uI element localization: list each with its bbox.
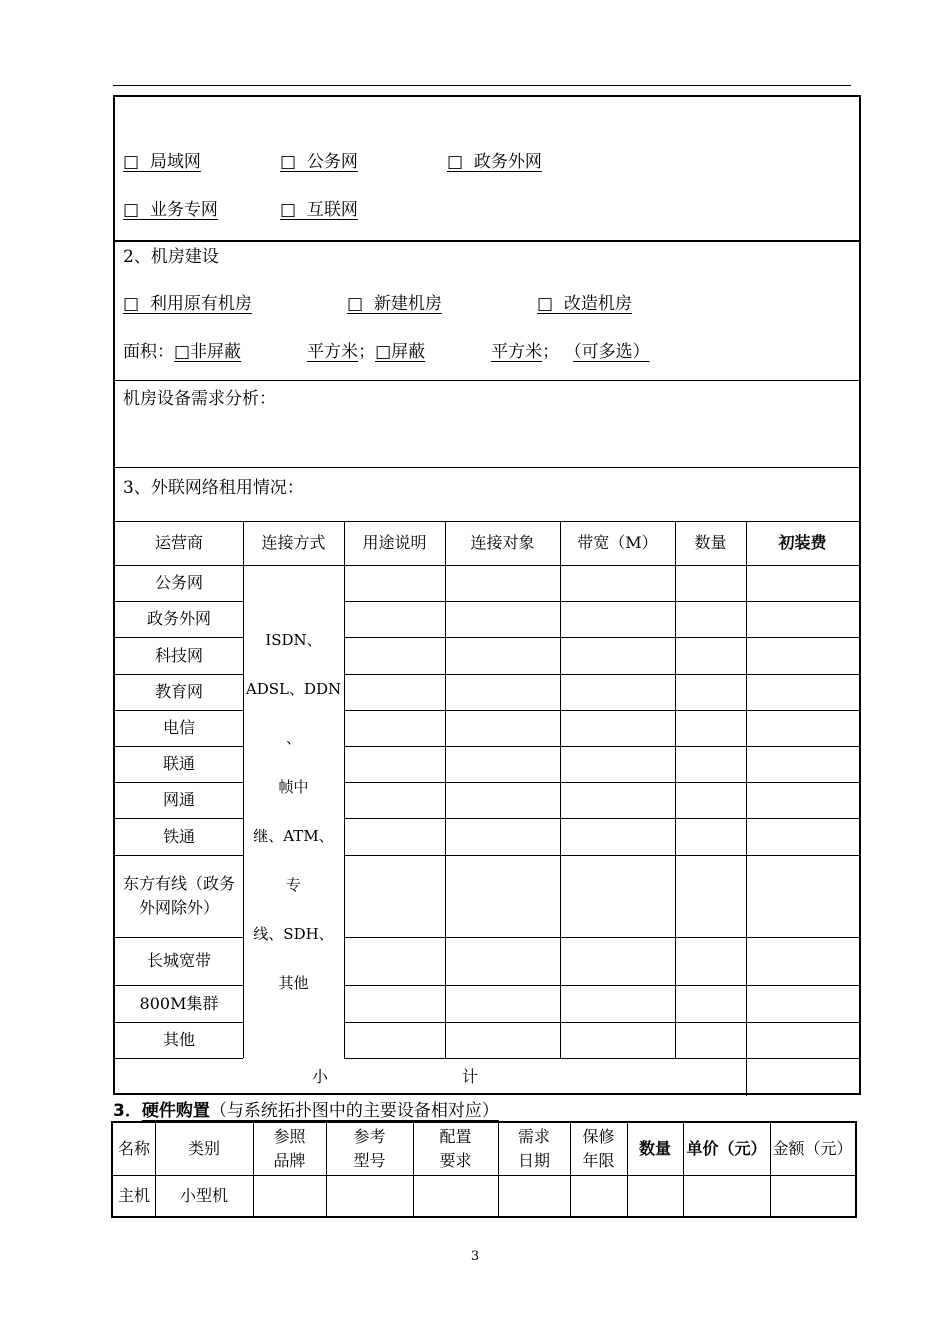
form-table — [113, 95, 861, 1095]
lease-header-cell: 带宽（M） — [577, 533, 658, 552]
grid-line — [770, 1123, 771, 1216]
operator-cell: 网通 — [162, 790, 195, 809]
grid-line — [570, 1123, 571, 1216]
grid-line — [445, 521, 446, 1058]
operator-cell: 联通 — [162, 754, 195, 773]
grid-line — [344, 818, 859, 819]
area-nonshield-field[interactable]: □非屏蔽 平方米 — [174, 342, 359, 362]
lease-header-cell: 连接对象 — [470, 533, 535, 552]
checkbox-new-room[interactable]: □ 新建机房 — [347, 294, 442, 314]
checkbox-lan[interactable]: □ 局域网 — [123, 152, 201, 172]
grid-line — [113, 1175, 855, 1176]
hardware-header-cell: 名称 — [117, 1139, 150, 1158]
lease-header-cell: 运营商 — [154, 533, 203, 552]
hardware-table — [111, 1121, 857, 1218]
operator-cell: 电信 — [162, 718, 195, 737]
hardware-header-cell: 单价（元） — [686, 1139, 767, 1158]
grid-line — [675, 521, 676, 1058]
operator-cell: 政务外网 — [146, 609, 211, 628]
hardware-header-cell: 保修 年限 — [582, 1127, 615, 1170]
section-divider — [115, 240, 859, 242]
grid-line — [344, 521, 345, 1058]
hardware-header-cell: 类别 — [187, 1139, 220, 1158]
operator-cell: 长城宽带 — [146, 951, 211, 970]
subtotal-label: 小 — [311, 1067, 328, 1086]
operator-cell: 公务网 — [154, 573, 203, 592]
operator-cell: 铁通 — [162, 826, 195, 846]
grid-line — [344, 637, 859, 638]
hardware-cell: 小型机 — [179, 1185, 228, 1205]
grid-line — [560, 521, 561, 1058]
grid-line — [683, 1123, 684, 1216]
grid-line — [243, 521, 244, 1058]
checkbox-internet[interactable]: □ 互联网 — [280, 200, 358, 220]
section-divider — [115, 467, 859, 468]
area-shield-field[interactable]: □屏蔽 平方米 — [375, 342, 543, 362]
operator-cell: 其他 — [162, 1030, 195, 1049]
room-section-title: 2、机房建设 — [123, 247, 219, 267]
hardware-header-cell: 数量 — [638, 1139, 671, 1158]
grid-line — [746, 521, 747, 1096]
grid-line — [344, 601, 859, 602]
grid-line — [413, 1123, 414, 1216]
area-label: 面积： — [123, 342, 174, 362]
grid-line — [344, 937, 859, 938]
hardware-header-cell: 参照 品牌 — [273, 1127, 306, 1170]
operator-cell: 东方有线（政务外网除外） — [122, 874, 235, 917]
grid-line — [498, 1123, 499, 1216]
operator-cell: 800M集群 — [139, 993, 219, 1013]
checkbox-gov-external-net[interactable]: □ 政务外网 — [447, 152, 542, 172]
grid-line — [344, 985, 859, 986]
section-divider — [115, 380, 859, 381]
grid-line — [115, 1058, 243, 1059]
hardware-header-cell: 参考 型号 — [353, 1127, 386, 1170]
connection-type-cell: ISDN、 ADSL、DDN 、 帧中 继、ATM、 专 线、SDH、 其他 — [245, 630, 342, 992]
checkbox-gov-net[interactable]: □ 公务网 — [280, 152, 358, 172]
equip-analysis-label: 机房设备需求分析： — [123, 389, 276, 409]
operator-cell: 教育网 — [154, 682, 203, 701]
hardware-header-cell: 金额（元） — [772, 1139, 853, 1158]
header-rule — [113, 85, 851, 86]
checkbox-existing-room[interactable]: □ 利用原有机房 — [123, 294, 252, 314]
checkbox-private-net[interactable]: □ 业务专网 — [123, 200, 218, 220]
subtotal-label: 计 — [461, 1067, 478, 1086]
grid-line — [344, 1022, 859, 1023]
lease-section-title: 3、外联网络租用情况： — [123, 478, 304, 498]
grid-line — [253, 1123, 254, 1216]
grid-line — [155, 1123, 156, 1216]
hardware-header-cell: 需求 日期 — [517, 1127, 550, 1170]
grid-line — [344, 710, 859, 711]
multi-select-note: （可多选） — [573, 342, 650, 362]
grid-line — [627, 1123, 628, 1216]
operator-cell: 科技网 — [154, 645, 203, 665]
hardware-cell: 主机 — [117, 1185, 150, 1205]
grid-line — [344, 746, 859, 747]
grid-line — [326, 1123, 327, 1216]
lease-header-cell: 初装费 — [778, 533, 827, 552]
lease-header-cell: 连接方式 — [261, 533, 326, 552]
hardware-title: 3．硬件购置（与系统拓扑图中的主要设备相对应） — [113, 1101, 499, 1121]
page-number: 3 — [470, 1249, 480, 1264]
hardware-header-cell: 配置 要求 — [439, 1127, 472, 1170]
grid-line — [344, 782, 859, 783]
grid-line — [344, 855, 859, 856]
checkbox-renovate-room[interactable]: □ 改造机房 — [537, 294, 632, 314]
lease-header-cell: 用途说明 — [362, 533, 427, 552]
area-row: 面积：□非屏蔽 平方米；□屏蔽 平方米； （可多选） — [123, 337, 650, 362]
grid-line — [344, 674, 859, 675]
lease-header-cell: 数量 — [694, 533, 727, 552]
